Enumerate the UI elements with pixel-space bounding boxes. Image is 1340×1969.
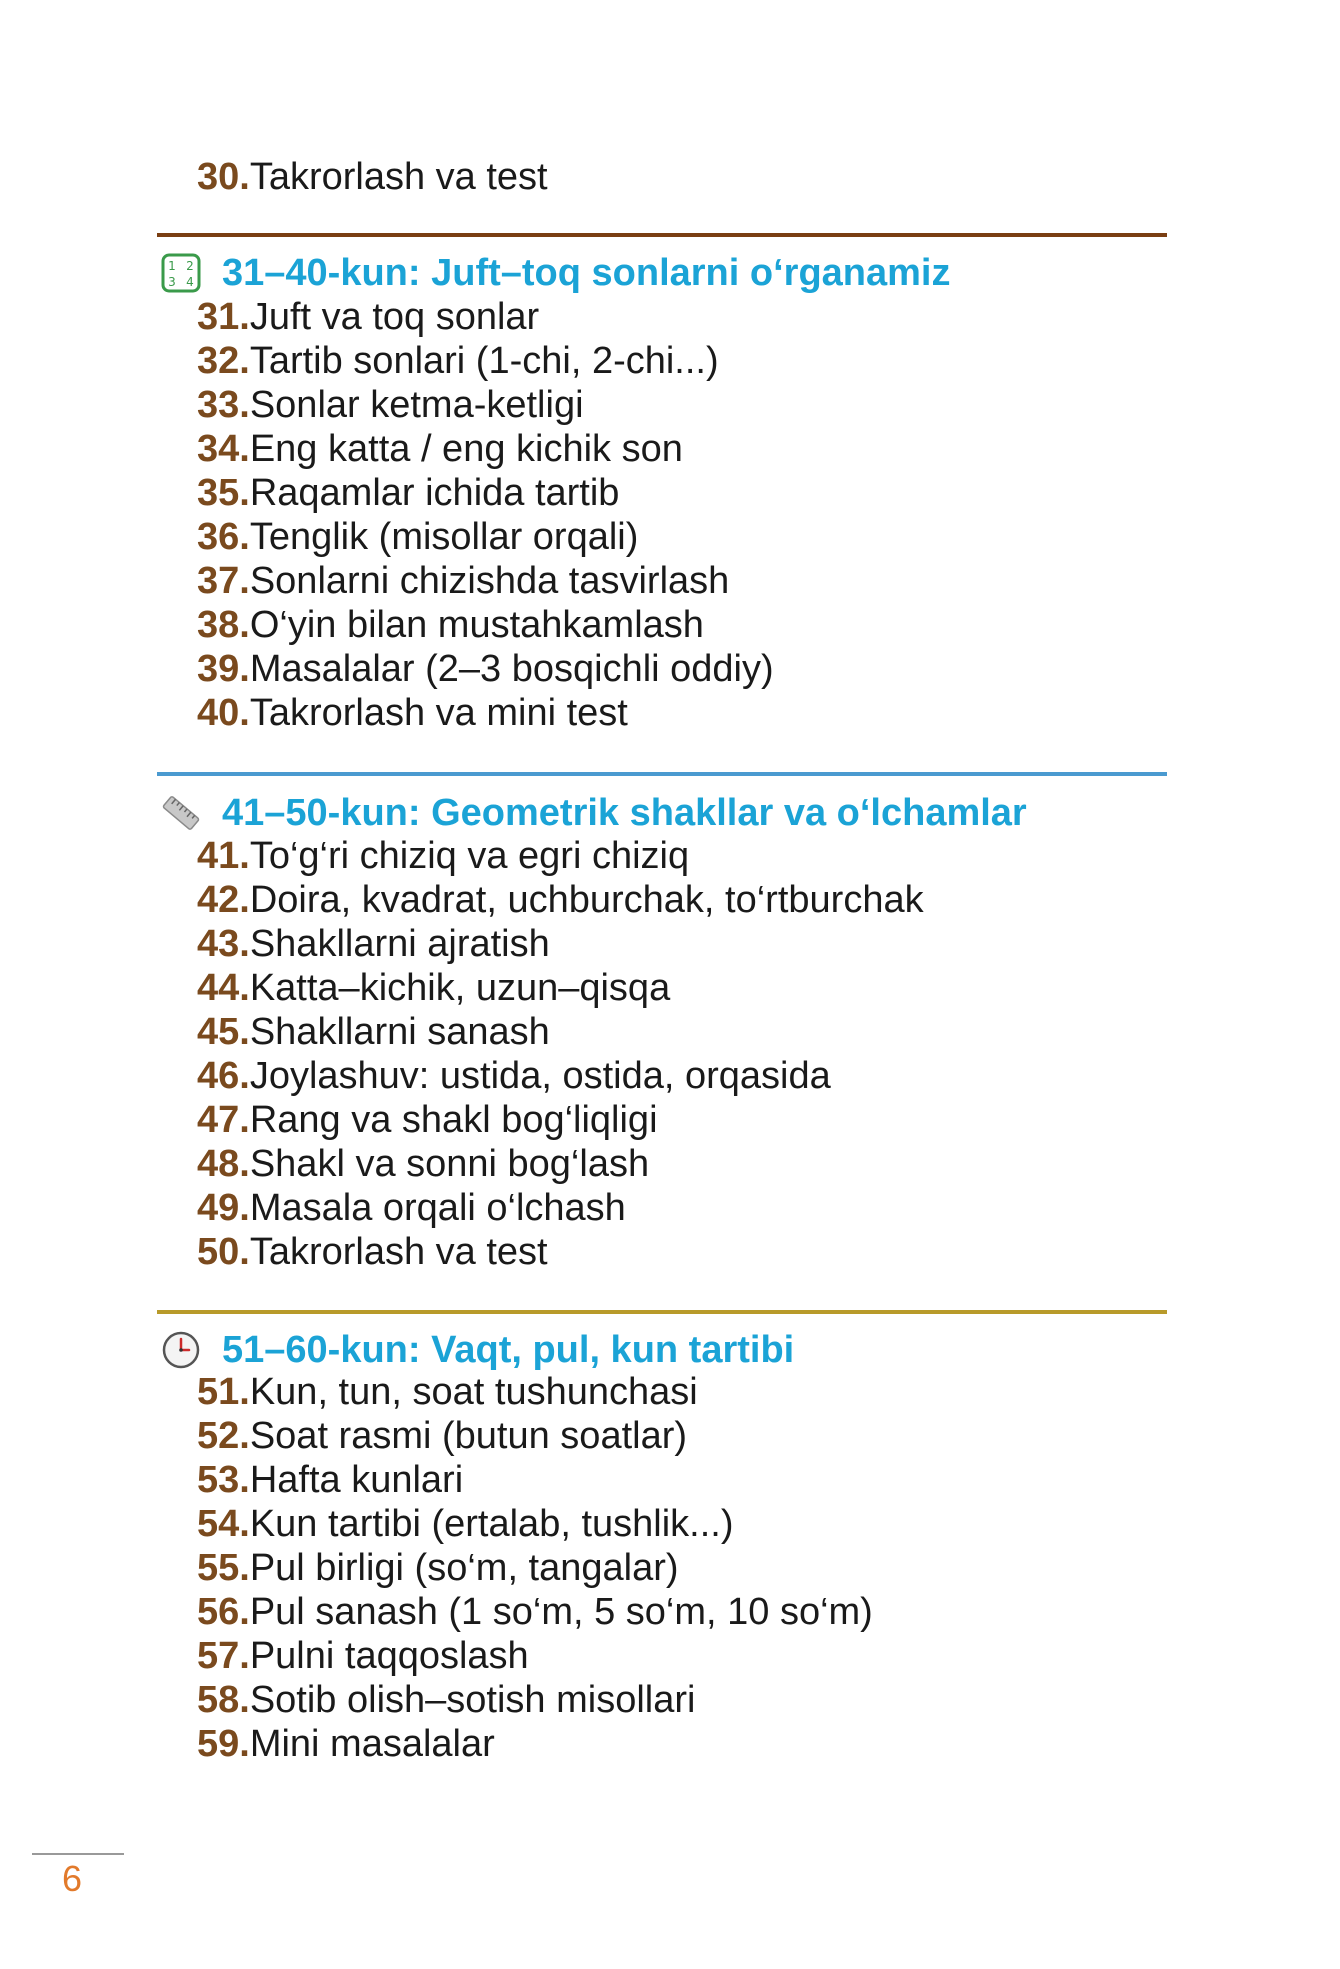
item-number: 35. [197,472,250,514]
item-text: Tenglik (misollar orqali) [249,516,639,558]
list-item [197,295,539,339]
item-text: Takrorlash va test [249,1231,548,1273]
list-item [197,1230,548,1274]
item-text: Masala orqali o‘lchash [249,1187,626,1229]
item-text: Kun tartibi (ertalab, tushlik...) [249,1503,734,1545]
list-item [197,878,924,922]
number-grid-icon [160,252,202,294]
item-number: 47. [197,1099,250,1141]
item-number: 32. [197,340,250,382]
item-text: Takrorlash va test [249,156,548,198]
item-text: Tartib sonlari (1-chi, 2-chi...) [249,340,719,382]
list-item [197,647,774,691]
item-text: Soat rasmi (butun soatlar) [249,1415,688,1457]
list-item [197,427,683,471]
ruler-icon [160,792,202,834]
list-item [197,1186,626,1230]
item-text: Sonlarni chizishda tasvirlash [249,560,730,602]
item-number: 36. [197,516,250,558]
page-number: 6 [62,1858,83,1899]
item-text: Katta–kichik, uzun–qisqa [249,967,671,1009]
list-item [197,1546,679,1590]
list-item [197,966,670,1010]
item-number: 46. [197,1055,250,1097]
item-number: 42. [197,879,250,921]
list-item [197,691,628,735]
section-divider [157,772,1167,776]
item-text: Takrorlash va mini test [249,692,628,734]
item-number: 57. [197,1635,250,1677]
list-item [197,922,550,966]
item-text: Hafta kunlari [249,1459,464,1501]
item-text: Pulni taqqoslash [249,1635,529,1677]
item-number: 41. [197,835,250,877]
item-number: 52. [197,1415,250,1457]
list-item [197,1458,463,1502]
item-text: Shakl va sonni bog‘lash [249,1143,650,1185]
list-item [197,559,729,603]
item-text: Shakllarni sanash [249,1011,550,1053]
section-heading [160,788,1027,838]
list-item [197,1502,733,1546]
svg-text:4: 4 [186,275,194,289]
list-item [197,155,548,199]
item-text: Raqamlar ichida tartib [249,472,620,514]
item-number: 54. [197,1503,250,1545]
clock-icon [160,1329,202,1371]
item-number: 39. [197,648,250,690]
list-item [197,834,689,878]
section-heading [160,1325,794,1375]
item-text: Kun, tun, soat tushunchasi [249,1371,698,1413]
section-heading [160,248,950,298]
item-text: O‘yin bilan mustahkamlash [249,604,704,646]
section-title: 41–50-kun: Geometrik shakllar va o‘lchamlar [222,791,1027,834]
svg-text:1: 1 [168,259,176,273]
section-title: 51–60-kun: Vaqt, pul, kun tartibi [222,1328,795,1371]
svg-text:3: 3 [168,275,176,289]
item-text: Rang va shakl bog‘liqligi [249,1099,658,1141]
list-item [197,471,619,515]
list-item [197,1678,695,1722]
item-text: Sonlar ketma-ketligi [249,384,584,426]
list-item [197,515,638,559]
list-item [197,1414,687,1458]
item-number: 44. [197,967,250,1009]
item-number: 51. [197,1371,250,1413]
list-item [197,1010,550,1054]
item-number: 58. [197,1679,250,1721]
list-item [197,1590,873,1634]
item-number: 50. [197,1231,250,1273]
item-number: 34. [197,428,250,470]
item-text: Joylashuv: ustida, ostida, orqasida [249,1055,831,1097]
item-number: 38. [197,604,250,646]
item-number: 37. [197,560,250,602]
section-divider [157,233,1167,237]
item-text: Mini masalalar [249,1723,495,1765]
list-item [197,1722,495,1766]
item-number: 31. [197,296,250,338]
item-text: To‘g‘ri chiziq va egri chiziq [249,835,690,877]
item-number: 33. [197,384,250,426]
item-text: Eng katta / eng kichik son [249,428,683,470]
item-number: 53. [197,1459,250,1501]
item-number: 59. [197,1723,250,1765]
list-item [197,603,704,647]
list-item [197,1370,698,1414]
list-item [197,339,719,383]
section-divider [157,1310,1167,1314]
item-number: 56. [197,1591,250,1633]
list-item [197,383,584,427]
list-item [197,1634,529,1678]
item-number: 49. [197,1187,250,1229]
item-text: Doira, kvadrat, uchburchak, to‘rtburchak [249,879,924,921]
svg-text:2: 2 [186,259,194,273]
item-text: Pul birligi (so‘m, tangalar) [249,1547,679,1589]
list-item [197,1142,649,1186]
item-number: 45. [197,1011,250,1053]
item-number: 55. [197,1547,250,1589]
list-item [197,1098,658,1142]
item-text: Shakllarni ajratish [249,923,550,965]
item-number: 43. [197,923,250,965]
list-item [197,1054,831,1098]
item-text: Juft va toq sonlar [249,296,540,338]
item-number: 40. [197,692,250,734]
item-number: 30. [197,156,250,198]
section-title: 31–40-kun: Juft–toq sonlarni o‘rganamiz [222,251,951,294]
page-number-rule [32,1853,124,1855]
item-text: Masalalar (2–3 bosqichli oddiy) [249,648,774,690]
item-text: Pul sanash (1 so‘m, 5 so‘m, 10 so‘m) [249,1591,873,1633]
item-number: 48. [197,1143,250,1185]
item-text: Sotib olish–sotish misollari [249,1679,696,1721]
